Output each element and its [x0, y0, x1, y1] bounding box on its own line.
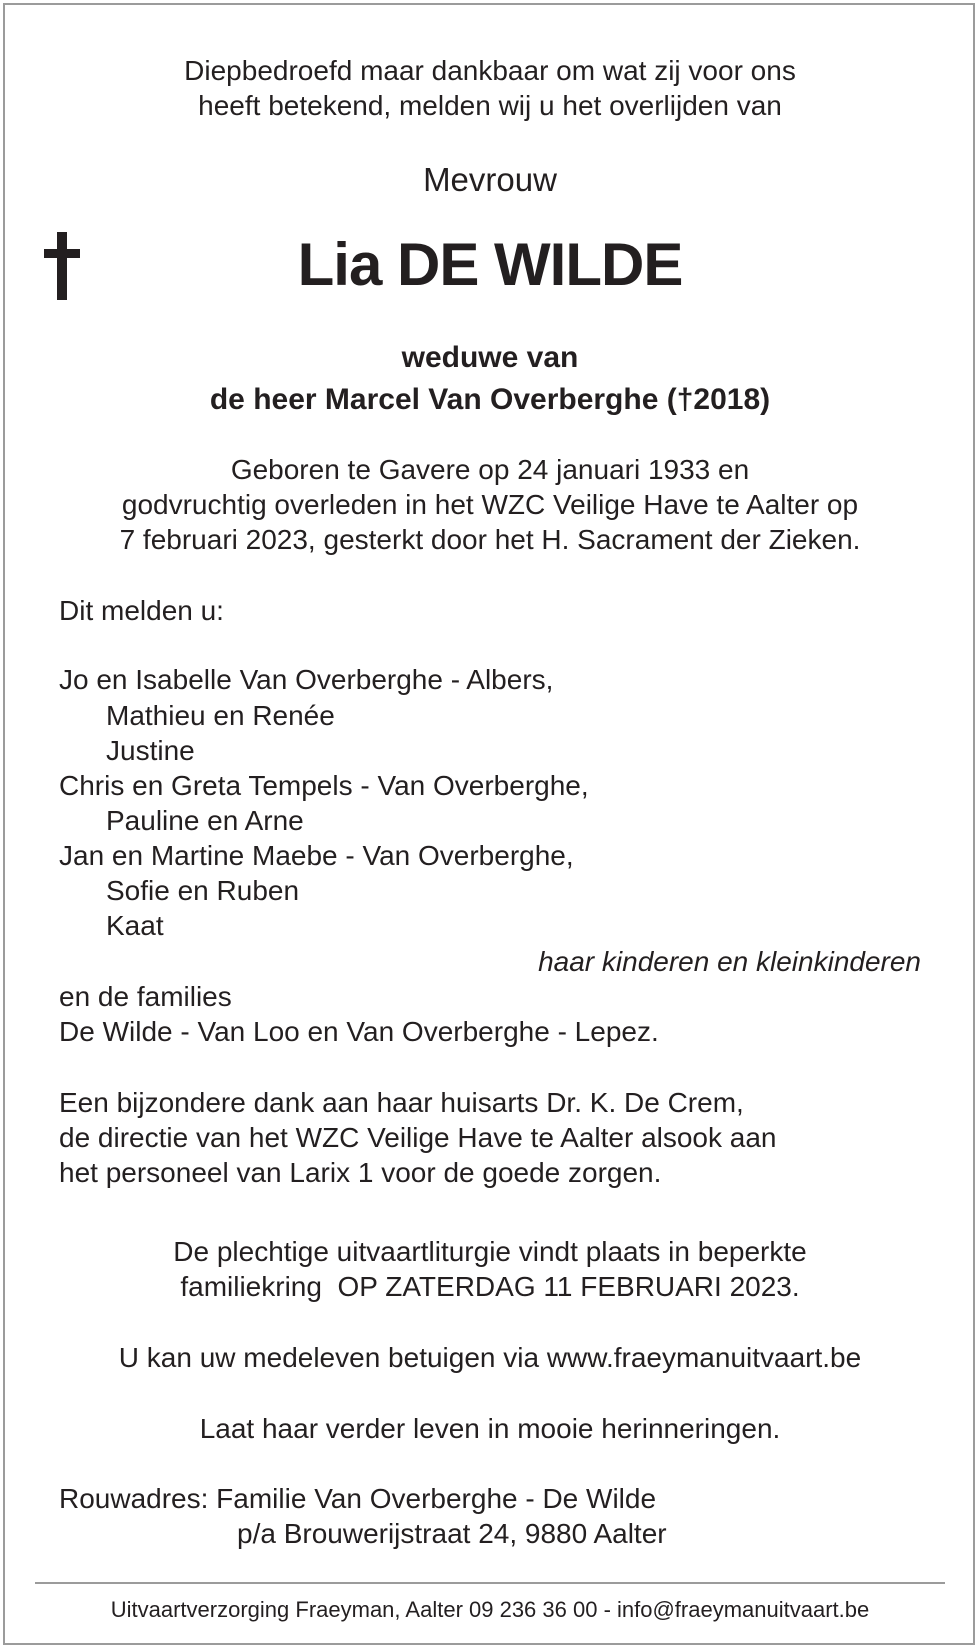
- families-intro: en de families: [59, 981, 232, 1012]
- family-caption: haar kinderen en kleinkinderen: [538, 946, 921, 977]
- footer-divider: [35, 1582, 945, 1584]
- funeral-line-2: familiekring OP ZATERDAG 11 FEBRUARI 2023.: [180, 1271, 800, 1302]
- family-line: Kaat: [106, 910, 164, 941]
- address-line-1: Rouwadres: Familie Van Overberghe - De Wilde: [59, 1483, 657, 1514]
- funeral-line-1: De plechtige uitvaartliturgie vindt plaats in beperkte: [173, 1236, 807, 1267]
- thanks-line-3: het personeel van Larix 1 voor de goede zorgen.: [59, 1157, 662, 1188]
- footer-contact: Uitvaartverzorging Fraeyman, Aalter 09 236 36 00 - info@fraeymanuitvaart.be: [110, 1597, 870, 1622]
- birth-line-2: godvruchtig overleden in het WZC Veilige Have te Aalter op: [121, 489, 859, 520]
- family-line: Jo en Isabelle Van Overberghe - Albers,: [59, 664, 554, 695]
- announce: Dit melden u:: [59, 595, 224, 626]
- deceased-name: Lia DE WILDE: [297, 231, 683, 298]
- birth-line-1: Geboren te Gavere op 24 januari 1933 en: [230, 454, 750, 485]
- thanks-line-1: Een bijzondere dank aan haar huisarts Dr. K. De Crem,: [59, 1087, 744, 1118]
- intro-line-2: heeft betekend, melden wij u het overlijden van: [198, 90, 782, 121]
- family-line: Sofie en Ruben: [106, 875, 300, 906]
- family-line: Mathieu en Renée: [106, 700, 335, 731]
- family-line: Justine: [106, 735, 195, 766]
- late-husband: de heer Marcel Van Overberghe (†2018): [209, 383, 771, 416]
- intro-line-1: Diepbedroefd maar dankbaar om wat zij voor ons: [184, 55, 796, 86]
- birth-line-3: 7 februari 2023, gesterkt door het H. Sacrament der Zieken.: [119, 524, 861, 555]
- condolence-text: U kan uw medeleven betuigen via www.fraeymanuitvaart.be: [118, 1342, 862, 1373]
- families-names: De Wilde - Van Loo en Van Overberghe - Lepez.: [59, 1016, 659, 1047]
- family-line: Chris en Greta Tempels - Van Overberghe,: [59, 770, 589, 801]
- memory-text: Laat haar verder leven in mooie herinneringen.: [199, 1413, 781, 1444]
- family-line: Jan en Martine Maebe - Van Overberghe,: [59, 840, 574, 871]
- honorific: Mevrouw: [423, 161, 557, 198]
- address-line-2: p/a Brouwerijstraat 24, 9880 Aalter: [237, 1518, 667, 1549]
- family-line: Pauline en Arne: [106, 805, 304, 836]
- widow-of: weduwe van: [401, 341, 579, 374]
- thanks-line-2: de directie van het WZC Veilige Have te Aalter alsook aan: [59, 1122, 777, 1153]
